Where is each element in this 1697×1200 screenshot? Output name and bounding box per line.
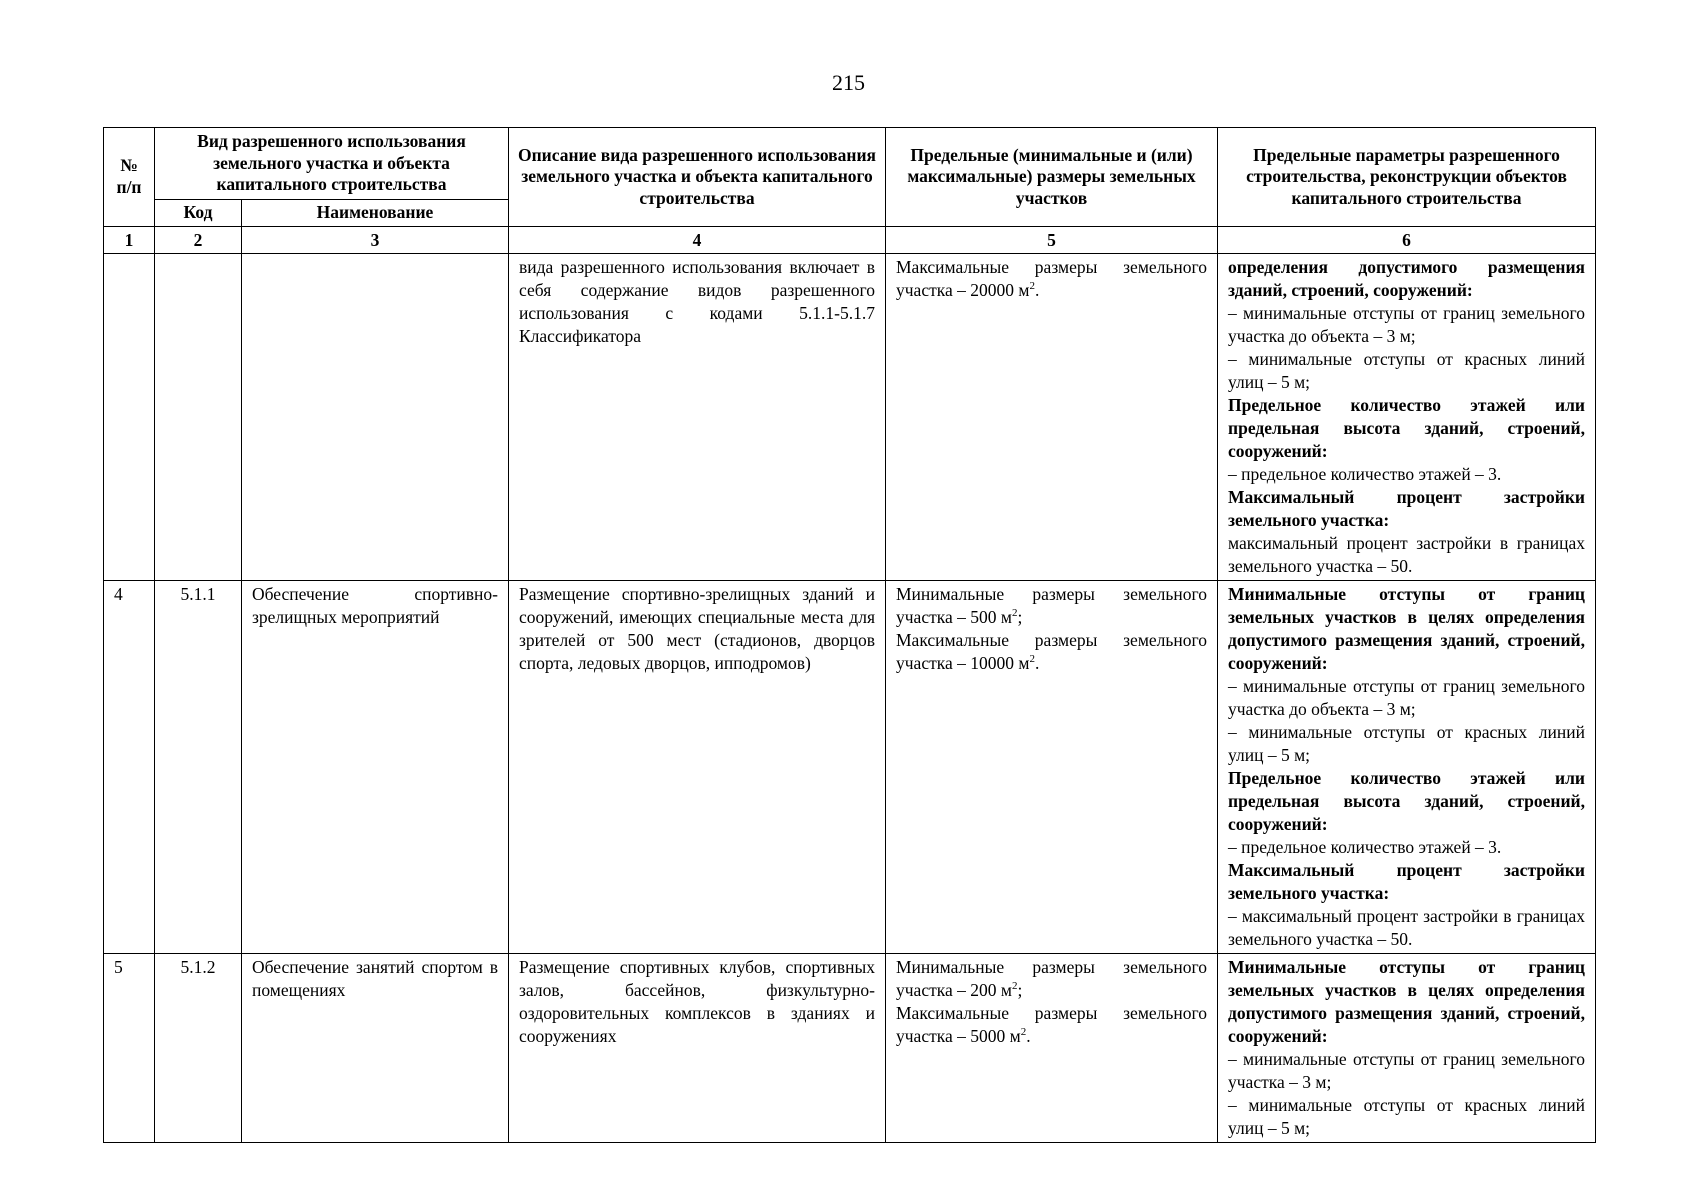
plot-size-superscript: 2 <box>1029 279 1035 292</box>
plot-size-line <box>896 956 1207 1002</box>
param-heading: определения допустимого размещения зданий, строений, сооружений: <box>1228 256 1585 300</box>
column-number: 5 <box>886 226 1218 253</box>
row-construction-params <box>1218 580 1596 953</box>
row-number: 4 <box>104 580 155 953</box>
column-number: 6 <box>1218 226 1596 253</box>
row-number: 5 <box>104 953 155 1142</box>
param-line: – минимальные отступы от границ земельного участка до объекта – 3 м; <box>1228 675 1585 719</box>
row-plot-sizes <box>886 953 1218 1142</box>
row-plot-sizes <box>886 253 1218 580</box>
header-plot-sizes: Предельные (минимальные и (или) максимальные) размеры земельных участков <box>886 128 1218 227</box>
plot-size-end: . <box>1034 279 1040 300</box>
plot-size-text: Минимальные размеры земельного участка – 500 м <box>896 583 1207 627</box>
param-heading: Максимальный процент застройки земельного участка: <box>1228 859 1585 903</box>
row-construction-params <box>1218 953 1596 1142</box>
row-construction-params <box>1218 253 1596 580</box>
row-plot-sizes <box>886 580 1218 953</box>
column-number: 1 <box>104 226 155 253</box>
header-number: № п/п <box>104 128 155 227</box>
plot-size-text: Максимальные размеры земельного участка – 10000 м <box>896 629 1207 673</box>
plot-size-text: Минимальные размеры земельного участка – 200 м <box>896 956 1207 1000</box>
row-description: Размещение спортивно-зрелищных зданий и сооружений, имеющих специальные места для зрителей от 500 мест (стадионов, дворцов спорта, ледовых дворцов, ипподромов) <box>509 580 886 953</box>
land-use-table <box>103 127 1596 1143</box>
param-line: – минимальные отступы от границ земельного участка до объекта – 3 м; <box>1228 302 1585 346</box>
row-description: вида разрешенного использования включает в себя содержание видов разрешенного использования с кодами 5.1.1-5.1.7 Классификатора <box>509 253 886 580</box>
param-line: – предельное количество этажей – 3. <box>1228 463 1502 484</box>
param-heading: Предельное количество этажей или предельная высота зданий, строений, сооружений: <box>1228 394 1585 461</box>
row-description: Размещение спортивных клубов, спортивных залов, бассейнов, физкультурно-оздоровительных комплексов в зданиях и сооружениях <box>509 953 886 1142</box>
header-construction-params: Предельные параметры разрешенного строительства, реконструкции объектов капитального строительства <box>1218 128 1596 227</box>
param-heading: Минимальные отступы от границ земельных участков в целях определения допустимого размещения зданий, строений, сооружений: <box>1228 583 1585 673</box>
param-line: – минимальные отступы от красных линий улиц – 5 м; <box>1228 1094 1585 1138</box>
plot-size-end: . <box>1026 1025 1031 1046</box>
plot-size-superscript: 2 <box>1011 979 1018 992</box>
header-permitted-use-group: Вид разрешенного использования земельного участка и объекта капитального строительства <box>155 128 509 200</box>
plot-size-end: ; <box>1017 979 1023 1000</box>
row-code: 5.1.2 <box>155 953 242 1142</box>
column-number: 4 <box>509 226 886 253</box>
param-heading: Минимальные отступы от границ земельных участков в целях определения допустимого размещения зданий, строений, сооружений: <box>1228 956 1585 1046</box>
plot-size-line <box>896 629 1207 675</box>
plot-size-end: . <box>1034 652 1040 673</box>
plot-size-line <box>896 1002 1207 1048</box>
row-name: Обеспечение занятий спортом в помещениях <box>242 953 509 1142</box>
row-number <box>104 253 155 580</box>
row-code: 5.1.1 <box>155 580 242 953</box>
param-line: – максимальный процент застройки в границах земельного участка – 50. <box>1228 905 1585 949</box>
param-line: – минимальные отступы от красных линий улиц – 5 м; <box>1228 348 1585 392</box>
column-number-row <box>104 226 1596 253</box>
plot-size-superscript: 2 <box>1020 1025 1027 1038</box>
plot-size-superscript: 2 <box>1029 652 1035 665</box>
plot-size-line <box>896 256 1207 302</box>
param-heading: Предельное количество этажей или предельная высота зданий, строений, сооружений: <box>1228 767 1585 834</box>
column-number: 2 <box>155 226 242 253</box>
plot-size-superscript: 2 <box>1011 606 1018 619</box>
row-code <box>155 253 242 580</box>
table-row <box>104 953 1596 1142</box>
plot-size-end: ; <box>1017 606 1023 627</box>
header-code: Код <box>155 200 242 227</box>
header-name: Наименование <box>242 200 509 227</box>
header-description: Описание вида разрешенного использования земельного участка и объекта капитального строительства <box>509 128 886 227</box>
param-line: – минимальные отступы от красных линий улиц – 5 м; <box>1228 721 1585 765</box>
plot-size-text: Максимальные размеры земельного участка – 20000 м <box>896 256 1207 300</box>
param-line: – предельное количество этажей – 3. <box>1228 836 1502 857</box>
plot-size-text: Максимальные размеры земельного участка – 5000 м <box>896 1002 1207 1046</box>
table-row <box>104 253 1596 580</box>
row-name: Обеспечение спортивно-зрелищных мероприятий <box>242 580 509 953</box>
param-heading: Максимальный процент застройки земельного участка: <box>1228 486 1585 530</box>
param-line: – минимальные отступы от границ земельного участка – 3 м; <box>1228 1048 1585 1092</box>
column-number: 3 <box>242 226 509 253</box>
table-row <box>104 580 1596 953</box>
page-number: 215 <box>832 70 865 95</box>
plot-size-line <box>896 583 1207 629</box>
param-line: максимальный процент застройки в границах земельного участка – 50. <box>1228 532 1585 576</box>
row-name <box>242 253 509 580</box>
